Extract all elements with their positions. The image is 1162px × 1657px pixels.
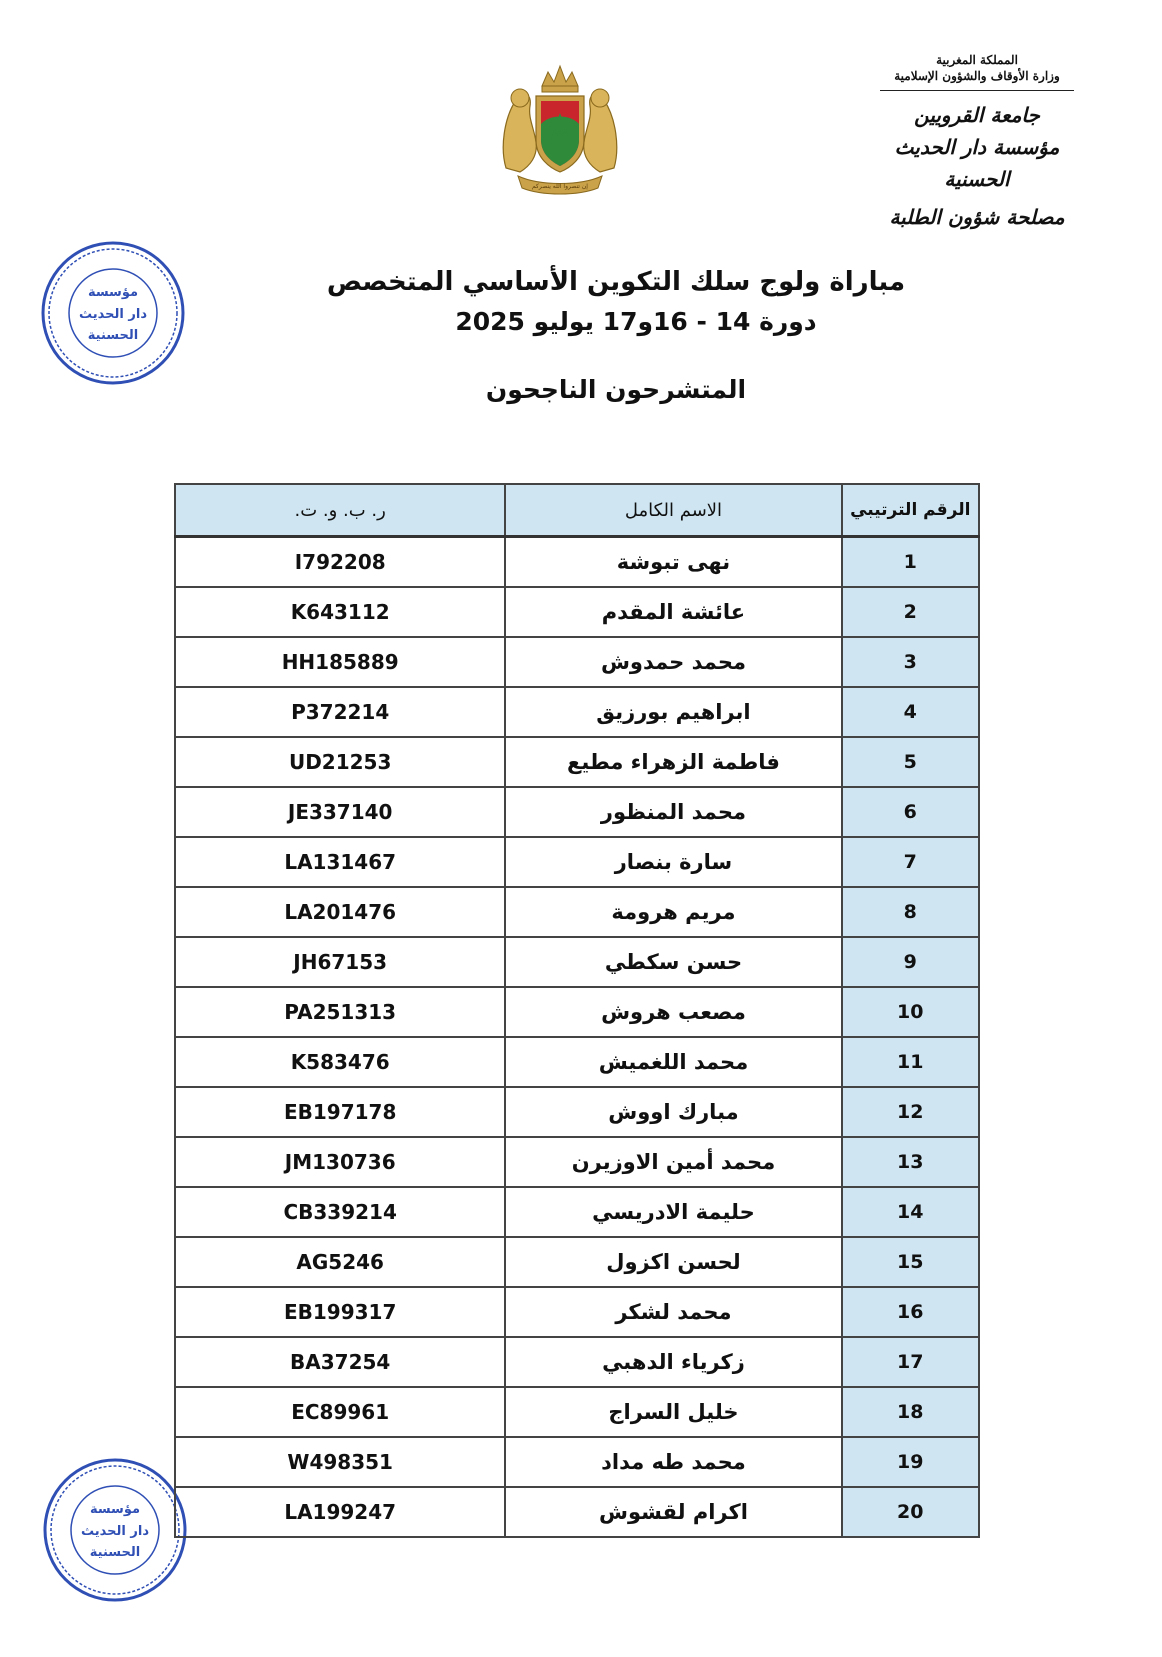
row-national-id: HH185889 [175, 637, 505, 687]
table-row [175, 1237, 979, 1287]
table-row [175, 1437, 979, 1487]
letterhead-kingdom: المملكة المغربية [936, 53, 1018, 67]
row-rank: 18 [842, 1387, 979, 1437]
session-dates: دورة 14 - 16و17 يوليو 2025 [455, 307, 817, 336]
row-full-name: مصعب هروش [505, 987, 841, 1037]
row-national-id: W498351 [175, 1437, 505, 1487]
row-full-name: محمد لشكر [505, 1287, 841, 1337]
header-rank: الرقم الترتيبي [842, 484, 979, 537]
row-national-id: JH67153 [175, 937, 505, 987]
letterhead-ministry: وزارة الأوقاف والشؤون الإسلامية [894, 69, 1060, 83]
header-full-name: الاسم الكامل [505, 484, 841, 537]
row-full-name: اكرام لقشوش [505, 1487, 841, 1537]
row-full-name: فاطمة الزهراء مطيع [505, 737, 841, 787]
row-rank: 8 [842, 887, 979, 937]
table-body [175, 537, 979, 1538]
row-national-id: EB197178 [175, 1087, 505, 1137]
row-full-name: سارة بنصار [505, 837, 841, 887]
row-full-name: محمد اللغميش [505, 1037, 841, 1087]
list-subtitle: المتشرحون الناجحون [485, 375, 747, 404]
row-full-name: زكرياء الدهبي [505, 1337, 841, 1387]
table-header-row [175, 484, 979, 537]
row-full-name: محمد طه مداد [505, 1437, 841, 1487]
table-header [175, 484, 979, 537]
row-national-id: LA199247 [175, 1487, 505, 1537]
table-row [175, 537, 979, 588]
row-national-id: AG5246 [175, 1237, 505, 1287]
row-rank: 5 [842, 737, 979, 787]
table-row [175, 1187, 979, 1237]
row-national-id: JE337140 [175, 787, 505, 837]
table-row [175, 937, 979, 987]
table-row [175, 737, 979, 787]
table-row [175, 587, 979, 637]
row-rank: 3 [842, 637, 979, 687]
table-row [175, 1037, 979, 1087]
table-row [175, 887, 979, 937]
row-full-name: محمد أمين الاوزيرن [505, 1137, 841, 1187]
table-row [175, 1287, 979, 1337]
row-full-name: مريم هرومة [505, 887, 841, 937]
stamp-inner-line1: مؤسسة [87, 285, 139, 300]
row-national-id: CB339214 [175, 1187, 505, 1237]
row-full-name: حليمة الادريسي [505, 1187, 841, 1237]
row-national-id: JM130736 [175, 1137, 505, 1187]
row-rank: 15 [842, 1237, 979, 1287]
row-rank: 1 [842, 537, 979, 588]
emblem-motto: إن تنصروا الله ينصركم [532, 183, 588, 190]
letterhead [862, 52, 1092, 233]
row-rank: 6 [842, 787, 979, 837]
stamp-inner-line2: دار الحديث [79, 307, 147, 322]
table-row [175, 787, 979, 837]
table-row [175, 987, 979, 1037]
row-full-name: حسن سكطي [505, 937, 841, 987]
stamp-inner-line2: دار الحديث [81, 1524, 149, 1539]
row-full-name: خليل السراج [505, 1387, 841, 1437]
row-full-name: لحسن اكزول [505, 1237, 841, 1287]
row-national-id: EC89961 [175, 1387, 505, 1437]
stamp-inner-line1: مؤسسة [89, 1502, 141, 1517]
row-rank: 20 [842, 1487, 979, 1537]
letterhead-divider [880, 90, 1074, 91]
letterhead-university: جامعة القرويين [914, 103, 1040, 127]
header-national-id: ر. ب. و. ت. [175, 484, 505, 537]
table-row [175, 1087, 979, 1137]
table-row [175, 1137, 979, 1187]
row-full-name: عائشة المقدم [505, 587, 841, 637]
results-table [174, 483, 980, 1538]
row-national-id: P372214 [175, 687, 505, 737]
letterhead-department: مصلحة شؤون الطلبة [889, 205, 1065, 229]
row-rank: 12 [842, 1087, 979, 1137]
table-row [175, 837, 979, 887]
row-national-id: UD21253 [175, 737, 505, 787]
row-rank: 9 [842, 937, 979, 987]
row-full-name: نهى تبوشة [505, 537, 841, 588]
table-row [175, 1387, 979, 1437]
row-national-id: LA201476 [175, 887, 505, 937]
row-full-name: محمد حمدوش [505, 637, 841, 687]
row-national-id: I792208 [175, 537, 505, 588]
institution-stamp-bottom [40, 1455, 190, 1605]
stamp-inner-line3: الحسنية [89, 1545, 141, 1560]
row-full-name: مبارك اووش [505, 1087, 841, 1137]
letterhead-institution: مؤسسة دار الحديث الحسنية [894, 135, 1060, 191]
row-national-id: K643112 [175, 587, 505, 637]
coat-of-arms-emblem [490, 58, 630, 198]
row-full-name: محمد المنظور [505, 787, 841, 837]
row-full-name: ابراهيم بورزيق [505, 687, 841, 737]
row-national-id: LA131467 [175, 837, 505, 887]
table-row [175, 1337, 979, 1387]
row-national-id: PA251313 [175, 987, 505, 1037]
row-rank: 10 [842, 987, 979, 1037]
document-title: مباراة ولوج سلك التكوين الأساسي المتخصص [326, 267, 906, 297]
table-row [175, 637, 979, 687]
row-national-id: K583476 [175, 1037, 505, 1087]
table-row [175, 687, 979, 737]
row-national-id: EB199317 [175, 1287, 505, 1337]
stamp-inner-line3: الحسنية [87, 328, 139, 343]
row-rank: 14 [842, 1187, 979, 1237]
row-rank: 11 [842, 1037, 979, 1087]
row-national-id: BA37254 [175, 1337, 505, 1387]
row-rank: 17 [842, 1337, 979, 1387]
document-heading [0, 262, 1162, 410]
row-rank: 16 [842, 1287, 979, 1337]
row-rank: 7 [842, 837, 979, 887]
row-rank: 4 [842, 687, 979, 737]
row-rank: 2 [842, 587, 979, 637]
row-rank: 13 [842, 1137, 979, 1187]
row-rank: 19 [842, 1437, 979, 1487]
table-row [175, 1487, 979, 1537]
